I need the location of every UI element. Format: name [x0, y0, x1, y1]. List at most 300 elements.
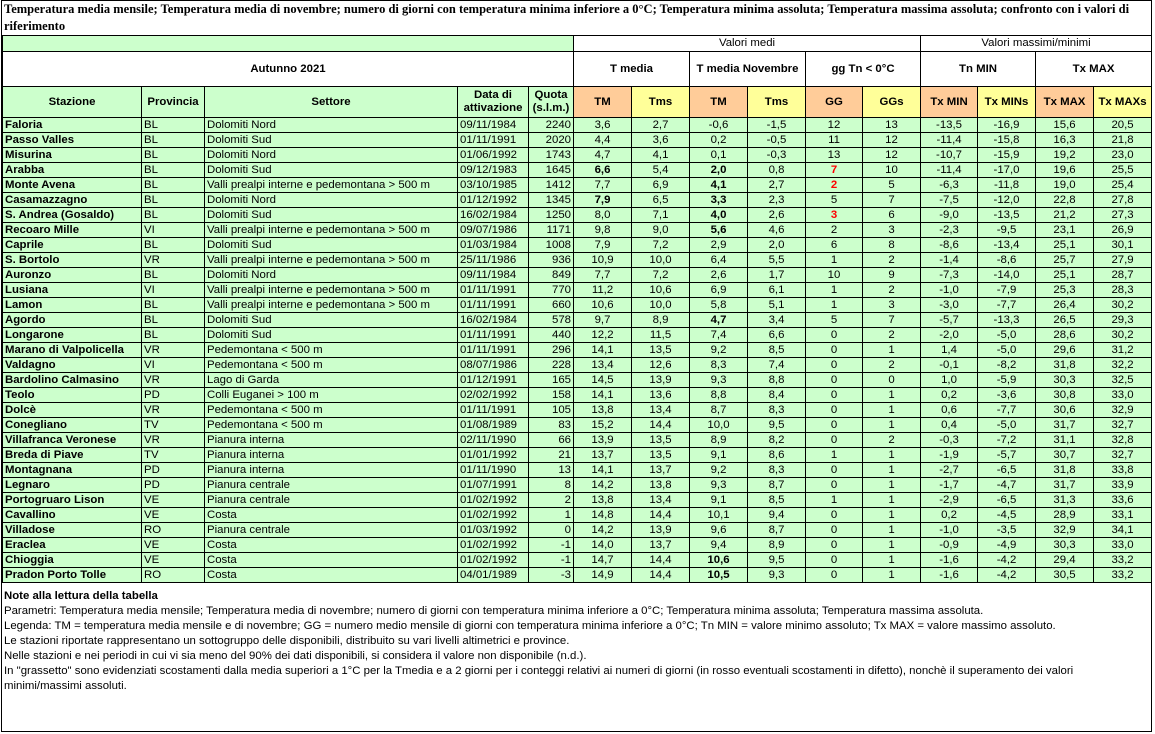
table-row — [3, 223, 1152, 238]
cell-data-attivazione: 01/11/1991 — [458, 343, 529, 358]
cell-gg: 0 — [806, 523, 863, 538]
cell-tn-min: -0,9 — [921, 538, 978, 553]
cell-tn-mins: -8,2 — [978, 358, 1036, 373]
table-row — [3, 358, 1152, 373]
cell-gg: 1 — [806, 493, 863, 508]
note-line: Nelle stazioni e nei periodi in cui vi sia meno del 90% dei dati disponibili, si considera il valore non disponibile (n.d.). — [4, 650, 587, 662]
cell-stazione: Villadose — [3, 523, 142, 538]
cell-provincia: VI — [142, 283, 205, 298]
cell-ggs: 6 — [863, 208, 921, 223]
cell-tms: 3,6 — [632, 133, 690, 148]
cell-gg: 10 — [806, 268, 863, 283]
cell-tx-max: 19,6 — [1036, 163, 1094, 178]
cell-provincia: BL — [142, 313, 205, 328]
cell-data-attivazione: 01/11/1991 — [458, 298, 529, 313]
cell-tx-maxs: 26,9 — [1094, 223, 1152, 238]
cell-tms-nov: -1,5 — [748, 118, 806, 133]
cell-gg: 2 — [806, 178, 863, 193]
cell-tn-mins: -4,2 — [978, 553, 1036, 568]
temperature-table — [2, 35, 1152, 583]
cell-tn-min: -0,3 — [921, 433, 978, 448]
document-title: Temperatura media mensile; Temperatura media di novembre; numero di giorni con temperatura minima inferiore a 0°C; Temperatura minima assoluta; Temperatura massima assoluta; confronto con i valori di riferimento — [4, 2, 1130, 33]
cell-settore: Dolomiti Nord — [205, 193, 458, 208]
cell-settore: Dolomiti Nord — [205, 148, 458, 163]
cell-provincia: VR — [142, 253, 205, 268]
cell-ggs: 1 — [863, 493, 921, 508]
cell-ggs: 1 — [863, 388, 921, 403]
cell-quota: 770 — [529, 283, 574, 298]
cell-tms: 12,6 — [632, 358, 690, 373]
cell-tx-max: 23,1 — [1036, 223, 1094, 238]
cell-tm-nov: 6,4 — [690, 253, 748, 268]
cell-stazione: Recoaro Mille — [3, 223, 142, 238]
cell-settore: Costa — [205, 538, 458, 553]
cell-ggs: 0 — [863, 373, 921, 388]
sub-gg-tn: gg Tn < 0°C — [806, 52, 921, 87]
cell-quota: 158 — [529, 388, 574, 403]
cell-tms: 13,9 — [632, 523, 690, 538]
cell-tx-max: 25,1 — [1036, 238, 1094, 253]
cell-provincia: BL — [142, 118, 205, 133]
table-row — [3, 463, 1152, 478]
cell-stazione: Conegliano — [3, 418, 142, 433]
cell-provincia: TV — [142, 448, 205, 463]
cell-ggs: 1 — [863, 568, 921, 583]
cell-quota: 936 — [529, 253, 574, 268]
cell-tms-nov: 2,7 — [748, 178, 806, 193]
col-tx-mins: Tx MINs — [978, 87, 1036, 118]
cell-tm-nov: 10,5 — [690, 568, 748, 583]
cell-tx-max: 31,8 — [1036, 463, 1094, 478]
cell-tn-min: -7,3 — [921, 268, 978, 283]
cell-tx-max: 29,4 — [1036, 553, 1094, 568]
note-line: Le stazioni riportate rappresentano un sottogruppo delle disponibili, distribuito su vari livelli altimetrici e province. — [4, 635, 570, 647]
cell-tx-maxs: 31,2 — [1094, 343, 1152, 358]
cell-tn-mins: -5,7 — [978, 448, 1036, 463]
cell-tms: 13,4 — [632, 403, 690, 418]
cell-tms: 14,4 — [632, 553, 690, 568]
cell-settore: Pedemontana < 500 m — [205, 343, 458, 358]
cell-gg: 0 — [806, 433, 863, 448]
cell-settore: Costa — [205, 553, 458, 568]
cell-tms: 13,5 — [632, 448, 690, 463]
cell-gg: 11 — [806, 133, 863, 148]
cell-settore: Pianura interna — [205, 448, 458, 463]
cell-tms-nov: 8,7 — [748, 523, 806, 538]
cell-data-attivazione: 09/11/1984 — [458, 118, 529, 133]
col-quota-line1: Quota — [534, 89, 568, 101]
cell-tms: 10,6 — [632, 283, 690, 298]
cell-tx-max: 30,3 — [1036, 538, 1094, 553]
cell-stazione: Bardolino Calmasino — [3, 373, 142, 388]
table-row — [3, 133, 1152, 148]
cell-provincia: RO — [142, 568, 205, 583]
cell-settore: Dolomiti Sud — [205, 208, 458, 223]
cell-data-attivazione: 01/11/1990 — [458, 463, 529, 478]
table-row — [3, 478, 1152, 493]
group-valori-medi: Valori medi — [574, 36, 921, 52]
cell-quota: 1743 — [529, 148, 574, 163]
cell-tm: 12,2 — [574, 328, 632, 343]
table-row — [3, 493, 1152, 508]
cell-tn-mins: -5,9 — [978, 373, 1036, 388]
table-row — [3, 118, 1152, 133]
cell-tn-min: -2,3 — [921, 223, 978, 238]
cell-settore: Valli prealpi interne e pedemontana > 500 m — [205, 223, 458, 238]
col-settore: Settore — [205, 87, 458, 118]
cell-tn-min: -8,6 — [921, 238, 978, 253]
cell-gg: 12 — [806, 118, 863, 133]
cell-quota: -3 — [529, 568, 574, 583]
col-quota-line2: (s.l.m.) — [532, 102, 570, 114]
cell-tn-mins: -5,0 — [978, 418, 1036, 433]
cell-tx-max: 25,3 — [1036, 283, 1094, 298]
cell-tx-max: 30,7 — [1036, 448, 1094, 463]
cell-stazione: Chioggia — [3, 553, 142, 568]
cell-data-attivazione: 01/11/1991 — [458, 328, 529, 343]
cell-tm-nov: 10,1 — [690, 508, 748, 523]
cell-settore: Dolomiti Nord — [205, 118, 458, 133]
cell-provincia: BL — [142, 178, 205, 193]
cell-tm-nov: 0,1 — [690, 148, 748, 163]
col-tm-nov: TM — [690, 87, 748, 118]
cell-gg: 7 — [806, 163, 863, 178]
cell-tn-mins: -5,0 — [978, 328, 1036, 343]
cell-tm-nov: 0,2 — [690, 133, 748, 148]
cell-quota: 83 — [529, 418, 574, 433]
cell-tm: 7,7 — [574, 178, 632, 193]
cell-tn-mins: -4,2 — [978, 568, 1036, 583]
cell-tx-maxs: 33,0 — [1094, 538, 1152, 553]
cell-tms: 9,0 — [632, 223, 690, 238]
cell-tx-maxs: 25,4 — [1094, 178, 1152, 193]
cell-tx-maxs: 32,9 — [1094, 403, 1152, 418]
cell-settore: Valli prealpi interne e pedemontana > 500 m — [205, 283, 458, 298]
cell-tx-max: 25,7 — [1036, 253, 1094, 268]
cell-ggs: 2 — [863, 328, 921, 343]
cell-tx-maxs: 32,2 — [1094, 358, 1152, 373]
cell-quota: 578 — [529, 313, 574, 328]
cell-gg: 0 — [806, 553, 863, 568]
cell-tms-nov: 8,8 — [748, 373, 806, 388]
cell-tx-max: 32,9 — [1036, 523, 1094, 538]
cell-tn-min: 0,4 — [921, 418, 978, 433]
cell-tm: 3,6 — [574, 118, 632, 133]
cell-tx-max: 28,6 — [1036, 328, 1094, 343]
cell-stazione: Montagnana — [3, 463, 142, 478]
cell-tms: 14,4 — [632, 418, 690, 433]
cell-tms: 7,2 — [632, 238, 690, 253]
cell-tms: 11,5 — [632, 328, 690, 343]
cell-tn-mins: -7,7 — [978, 403, 1036, 418]
cell-tm: 9,8 — [574, 223, 632, 238]
cell-stazione: Legnaro — [3, 478, 142, 493]
cell-data-attivazione: 01/02/1992 — [458, 508, 529, 523]
cell-quota: 1171 — [529, 223, 574, 238]
cell-ggs: 1 — [863, 508, 921, 523]
cell-gg: 0 — [806, 343, 863, 358]
cell-tn-min: 1,0 — [921, 373, 978, 388]
cell-tms: 10,0 — [632, 253, 690, 268]
cell-tn-min: -6,3 — [921, 178, 978, 193]
cell-quota: 228 — [529, 358, 574, 373]
cell-provincia: BL — [142, 268, 205, 283]
cell-ggs: 8 — [863, 238, 921, 253]
cell-tm: 14,2 — [574, 523, 632, 538]
table-row — [3, 178, 1152, 193]
cell-tms-nov: 1,7 — [748, 268, 806, 283]
table-row — [3, 553, 1152, 568]
cell-tm-nov: 7,4 — [690, 328, 748, 343]
sub-t-media: T media — [574, 52, 690, 87]
cell-tx-max: 21,2 — [1036, 208, 1094, 223]
table-row — [3, 343, 1152, 358]
cell-quota: 1645 — [529, 163, 574, 178]
cell-tn-mins: -11,8 — [978, 178, 1036, 193]
cell-tms-nov: 8,9 — [748, 538, 806, 553]
cell-tn-mins: -12,0 — [978, 193, 1036, 208]
col-data-line2: attivazione — [463, 102, 523, 114]
cell-ggs: 13 — [863, 118, 921, 133]
cell-stazione: Eraclea — [3, 538, 142, 553]
cell-tms: 13,7 — [632, 538, 690, 553]
cell-settore: Pianura interna — [205, 433, 458, 448]
cell-settore: Pedemontana < 500 m — [205, 403, 458, 418]
cell-ggs: 1 — [863, 553, 921, 568]
cell-ggs: 1 — [863, 463, 921, 478]
cell-tx-maxs: 27,3 — [1094, 208, 1152, 223]
cell-stazione: Arabba — [3, 163, 142, 178]
cell-data-attivazione: 09/11/1984 — [458, 268, 529, 283]
sub-tx-max: Tx MAX — [1036, 52, 1152, 87]
cell-tn-min: 1,4 — [921, 343, 978, 358]
cell-tm-nov: 9,2 — [690, 463, 748, 478]
cell-tx-maxs: 33,2 — [1094, 568, 1152, 583]
cell-tx-max: 15,6 — [1036, 118, 1094, 133]
cell-data-attivazione: 01/03/1992 — [458, 523, 529, 538]
col-tx-min: Tx MIN — [921, 87, 978, 118]
cell-quota: 8 — [529, 478, 574, 493]
cell-tms: 13,8 — [632, 478, 690, 493]
cell-tm-nov: 2,6 — [690, 268, 748, 283]
cell-quota: 660 — [529, 298, 574, 313]
cell-tx-max: 26,4 — [1036, 298, 1094, 313]
cell-tms-nov: 8,5 — [748, 493, 806, 508]
cell-tms-nov: -0,5 — [748, 133, 806, 148]
cell-tm-nov: 6,9 — [690, 283, 748, 298]
cell-tm: 8,0 — [574, 208, 632, 223]
cell-tms-nov: 6,6 — [748, 328, 806, 343]
notes-title: Note alla lettura della tabella — [4, 590, 158, 602]
cell-tms-nov: 9,5 — [748, 553, 806, 568]
cell-data-attivazione: 01/07/1991 — [458, 478, 529, 493]
cell-gg: 0 — [806, 568, 863, 583]
cell-gg: 2 — [806, 223, 863, 238]
cell-stazione: Faloria — [3, 118, 142, 133]
cell-gg: 0 — [806, 478, 863, 493]
cell-tn-min: -11,4 — [921, 163, 978, 178]
header-blank — [3, 36, 574, 52]
cell-tms: 8,9 — [632, 313, 690, 328]
col-tx-max: Tx MAX — [1036, 87, 1094, 118]
cell-tx-maxs: 32,7 — [1094, 448, 1152, 463]
cell-tn-min: 0,6 — [921, 403, 978, 418]
table-row — [3, 208, 1152, 223]
cell-tn-mins: -17,0 — [978, 163, 1036, 178]
cell-gg: 6 — [806, 238, 863, 253]
col-tx-maxs: Tx MAXs — [1094, 87, 1152, 118]
cell-data-attivazione: 08/07/1986 — [458, 358, 529, 373]
cell-gg: 1 — [806, 298, 863, 313]
cell-tm-nov: 9,1 — [690, 493, 748, 508]
cell-quota: -1 — [529, 538, 574, 553]
cell-provincia: BL — [142, 298, 205, 313]
cell-quota: 2 — [529, 493, 574, 508]
cell-tm: 14,9 — [574, 568, 632, 583]
cell-tms: 13,9 — [632, 373, 690, 388]
cell-ggs: 3 — [863, 223, 921, 238]
cell-tms-nov: 8,2 — [748, 433, 806, 448]
cell-gg: 0 — [806, 373, 863, 388]
cell-provincia: RO — [142, 523, 205, 538]
cell-data-attivazione: 01/02/1992 — [458, 553, 529, 568]
cell-tms: 6,5 — [632, 193, 690, 208]
cell-tn-min: -1,9 — [921, 448, 978, 463]
cell-tms-nov: 8,6 — [748, 448, 806, 463]
cell-tms-nov: 2,6 — [748, 208, 806, 223]
cell-tx-max: 29,6 — [1036, 343, 1094, 358]
cell-data-attivazione: 01/02/1992 — [458, 493, 529, 508]
cell-tn-mins: -3,6 — [978, 388, 1036, 403]
cell-quota: 296 — [529, 343, 574, 358]
cell-ggs: 2 — [863, 433, 921, 448]
note-line: Parametri: Temperatura media mensile; Temperatura media di novembre; numero di giorni con temperatura minima inferiore a 0°C; Temperatura minima assoluta; Temperatura massima assoluta. — [4, 605, 984, 617]
cell-quota: 1412 — [529, 178, 574, 193]
cell-stazione: Longarone — [3, 328, 142, 343]
cell-tms-nov: 9,5 — [748, 418, 806, 433]
cell-tn-mins: -3,5 — [978, 523, 1036, 538]
cell-quota: 849 — [529, 268, 574, 283]
cell-tms-nov: 3,4 — [748, 313, 806, 328]
cell-tx-maxs: 32,7 — [1094, 418, 1152, 433]
table-row — [3, 403, 1152, 418]
cell-ggs: 9 — [863, 268, 921, 283]
cell-tx-max: 22,8 — [1036, 193, 1094, 208]
table-row — [3, 313, 1152, 328]
cell-tms-nov: 9,4 — [748, 508, 806, 523]
cell-stazione: Agordo — [3, 313, 142, 328]
sub-t-media-novembre: T media Novembre — [690, 52, 806, 87]
cell-tx-maxs: 30,1 — [1094, 238, 1152, 253]
cell-ggs: 1 — [863, 523, 921, 538]
cell-gg: 1 — [806, 448, 863, 463]
cell-ggs: 1 — [863, 418, 921, 433]
cell-tn-min: -5,7 — [921, 313, 978, 328]
cell-provincia: PD — [142, 463, 205, 478]
table-row — [3, 388, 1152, 403]
cell-stazione: Cavallino — [3, 508, 142, 523]
cell-tn-mins: -15,8 — [978, 133, 1036, 148]
cell-settore: Pianura centrale — [205, 493, 458, 508]
cell-tn-min: -2,7 — [921, 463, 978, 478]
cell-ggs: 10 — [863, 163, 921, 178]
cell-tm: 14,2 — [574, 478, 632, 493]
cell-tms-nov: 8,5 — [748, 343, 806, 358]
cell-tx-maxs: 27,8 — [1094, 193, 1152, 208]
cell-ggs: 7 — [863, 313, 921, 328]
table-row — [3, 328, 1152, 343]
cell-tms: 13,7 — [632, 463, 690, 478]
cell-ggs: 7 — [863, 193, 921, 208]
cell-quota: 440 — [529, 328, 574, 343]
cell-ggs: 5 — [863, 178, 921, 193]
cell-tn-mins: -5,0 — [978, 343, 1036, 358]
cell-stazione: Dolcè — [3, 403, 142, 418]
cell-tm: 7,9 — [574, 193, 632, 208]
col-provincia: Provincia — [142, 87, 205, 118]
cell-tx-max: 30,6 — [1036, 403, 1094, 418]
cell-tn-mins: -13,5 — [978, 208, 1036, 223]
cell-gg: 0 — [806, 538, 863, 553]
cell-tms-nov: 0,8 — [748, 163, 806, 178]
cell-gg: 3 — [806, 208, 863, 223]
cell-tn-min: -11,4 — [921, 133, 978, 148]
cell-tm: 13,4 — [574, 358, 632, 373]
cell-tx-maxs: 27,9 — [1094, 253, 1152, 268]
cell-quota: -1 — [529, 553, 574, 568]
cell-tms-nov: 8,3 — [748, 403, 806, 418]
cell-stazione: S. Andrea (Gosaldo) — [3, 208, 142, 223]
cell-provincia: TV — [142, 418, 205, 433]
cell-tx-maxs: 33,2 — [1094, 553, 1152, 568]
cell-settore: Dolomiti Sud — [205, 133, 458, 148]
cell-stazione: Teolo — [3, 388, 142, 403]
cell-data-attivazione: 02/02/1992 — [458, 388, 529, 403]
cell-quota: 66 — [529, 433, 574, 448]
cell-data-attivazione: 01/11/1991 — [458, 133, 529, 148]
group-valori-estremi: Valori massimi/minimi — [921, 36, 1152, 52]
cell-stazione: Breda di Piave — [3, 448, 142, 463]
cell-tx-max: 19,0 — [1036, 178, 1094, 193]
cell-tn-min: -10,7 — [921, 148, 978, 163]
cell-ggs: 1 — [863, 403, 921, 418]
cell-gg: 0 — [806, 328, 863, 343]
cell-tn-min: 0,2 — [921, 508, 978, 523]
cell-tm-nov: 8,3 — [690, 358, 748, 373]
cell-ggs: 2 — [863, 358, 921, 373]
col-gg: GG — [806, 87, 863, 118]
cell-tm: 13,9 — [574, 433, 632, 448]
cell-gg: 0 — [806, 508, 863, 523]
cell-tn-mins: -9,5 — [978, 223, 1036, 238]
cell-tms: 13,5 — [632, 343, 690, 358]
col-quota — [529, 87, 574, 118]
table-row — [3, 448, 1152, 463]
cell-tn-mins: -4,5 — [978, 508, 1036, 523]
cell-settore: Lago di Garda — [205, 373, 458, 388]
cell-tm: 6,6 — [574, 163, 632, 178]
cell-stazione: S. Bortolo — [3, 253, 142, 268]
cell-tn-min: -0,1 — [921, 358, 978, 373]
cell-provincia: BL — [142, 208, 205, 223]
cell-tn-mins: -6,5 — [978, 493, 1036, 508]
cell-tx-max: 31,7 — [1036, 418, 1094, 433]
cell-ggs: 1 — [863, 448, 921, 463]
cell-tn-mins: -13,4 — [978, 238, 1036, 253]
cell-tms: 14,4 — [632, 568, 690, 583]
cell-tx-maxs: 30,2 — [1094, 298, 1152, 313]
cell-tm: 14,1 — [574, 388, 632, 403]
